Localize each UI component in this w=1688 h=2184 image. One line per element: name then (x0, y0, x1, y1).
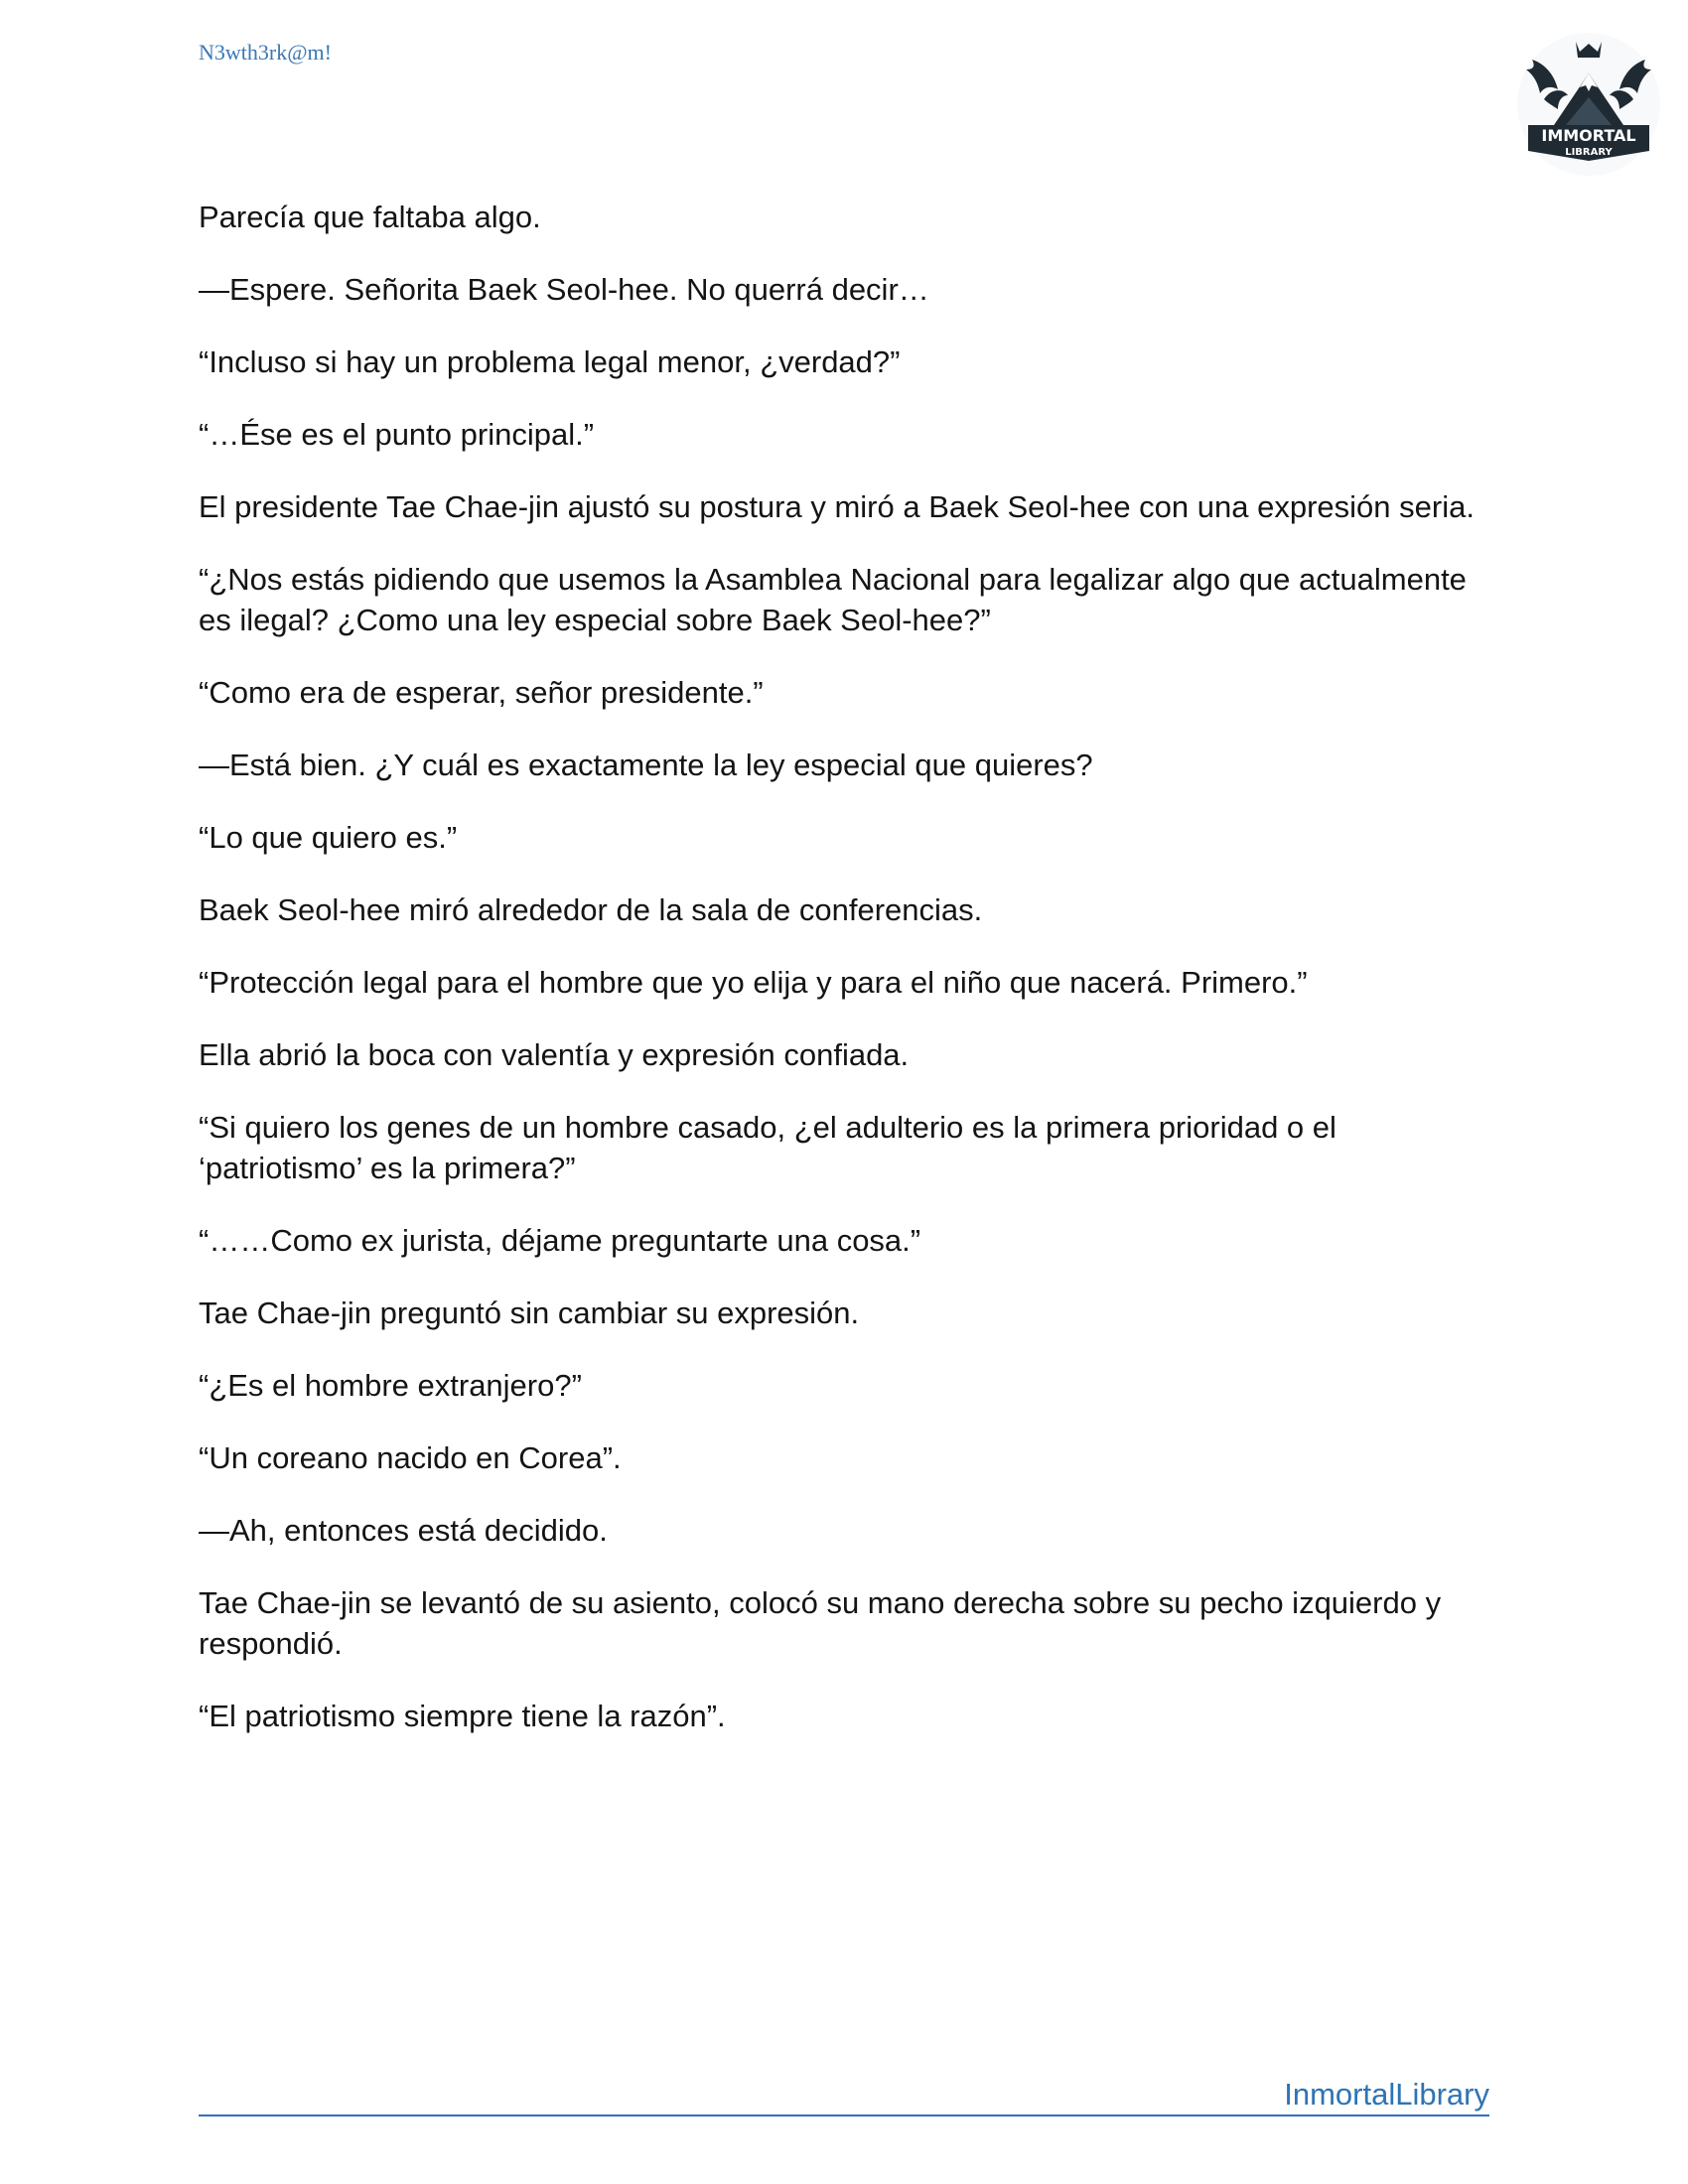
paragraph: “¿Es el hombre extranjero?” (199, 1368, 582, 1403)
paragraph: Tae Chae-jin se levantó de su asiento, colocó su mano derecha sobre su pecho izquierdo y respondió. (199, 1585, 1442, 1661)
paragraph: Tae Chae-jin preguntó sin cambiar su expresión. (199, 1296, 860, 1330)
paragraph: “Si quiero los genes de un hombre casado, ¿el adulterio es la primera prioridad o el ‘patriotismo’ es la primera?” (199, 1110, 1336, 1185)
immortal-library-crest-icon (1514, 30, 1663, 179)
logo-line2: LIBRARY (1565, 147, 1613, 158)
paragraph: “……Como ex jurista, déjame preguntarte una cosa.” (199, 1223, 921, 1258)
paragraph: “Un coreano nacido en Corea”. (199, 1440, 622, 1475)
paragraph: “¿Nos estás pidiendo que usemos la Asamblea Nacional para legalizar algo que actualmente es ilegal? ¿Como una ley especial sobre Baek Seol-hee?” (199, 562, 1467, 637)
immortal-library-logo (1514, 30, 1663, 179)
paragraph: Baek Seol-hee miró alrededor de la sala de conferencias. (199, 892, 983, 927)
header-watermark: N3wth3rk@m! (199, 40, 332, 65)
paragraph: —Espere. Señorita Baek Seol-hee. No querrá decir… (199, 272, 929, 307)
paragraph: Parecía que faltaba algo. (199, 200, 541, 234)
footer-divider (199, 2115, 1489, 2116)
paragraph: “…Ése es el punto principal.” (199, 417, 595, 452)
paragraph: “Como era de esperar, señor presidente.” (199, 675, 764, 710)
paragraph: El presidente Tae Chae-jin ajustó su postura y miró a Baek Seol-hee con una expresión seria. (199, 489, 1475, 524)
chapter-body (199, 197, 1499, 1768)
paragraph: “Lo que quiero es.” (199, 820, 458, 855)
logo-line1: IMMORTAL (1541, 126, 1636, 145)
paragraph: “El patriotismo siempre tiene la razón”. (199, 1699, 726, 1733)
paragraph: —Ah, entonces está decidido. (199, 1513, 608, 1548)
paragraph: —Está bien. ¿Y cuál es exactamente la ley especial que quieres? (199, 748, 1093, 782)
paragraph: “Incluso si hay un problema legal menor, ¿verdad?” (199, 344, 901, 379)
footer-library-link[interactable]: InmortalLibrary (1284, 2077, 1489, 2112)
paragraph: Ella abrió la boca con valentía y expresión confiada. (199, 1037, 910, 1072)
paragraph: “Protección legal para el hombre que yo elija y para el niño que nacerá. Primero.” (199, 965, 1308, 1000)
